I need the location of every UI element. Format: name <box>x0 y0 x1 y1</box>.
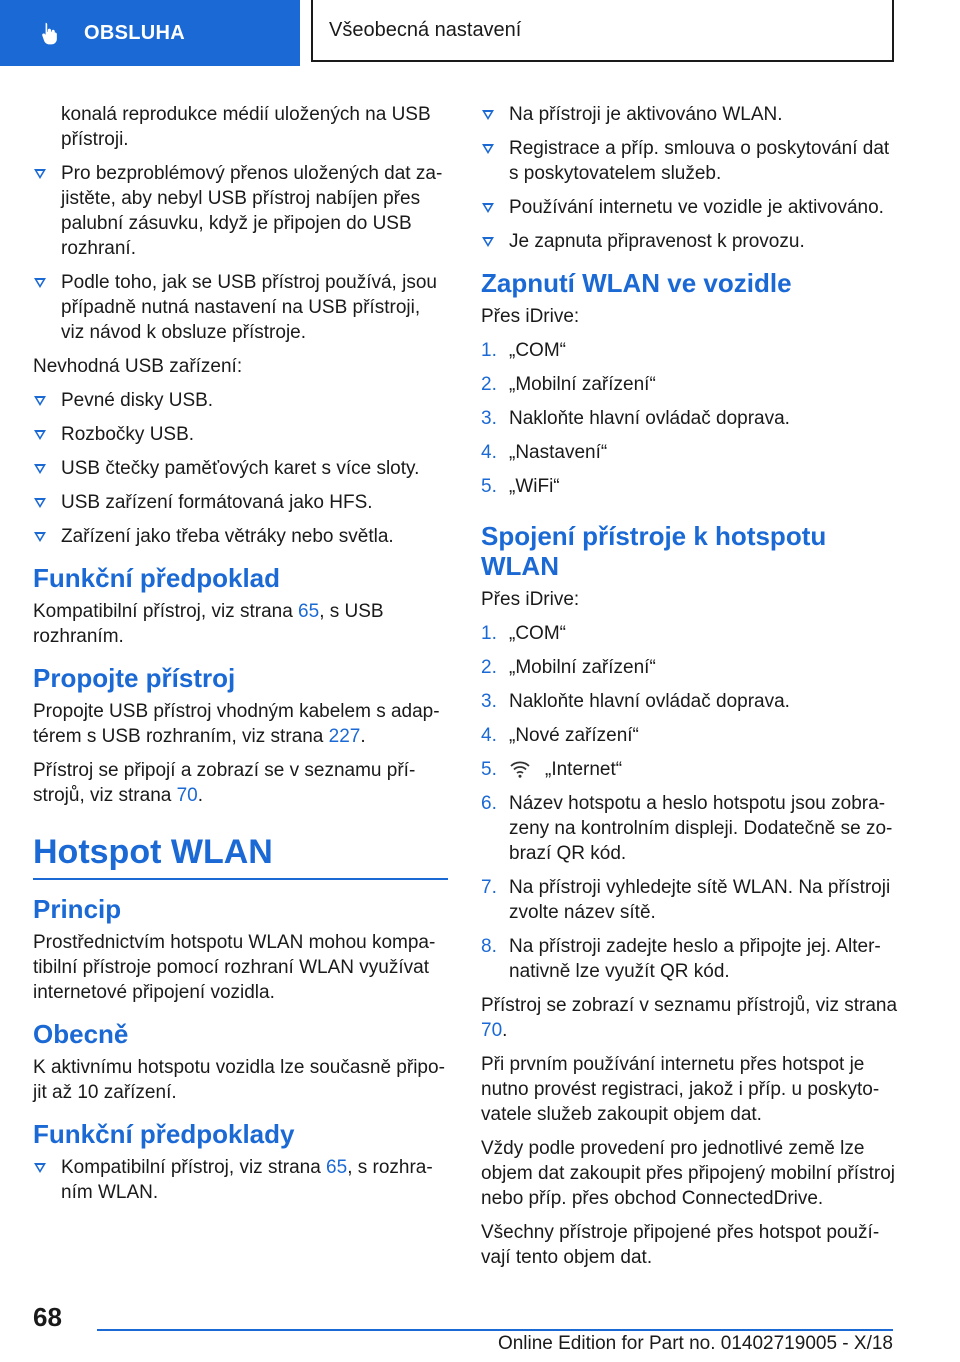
bullet-list <box>33 1155 448 1205</box>
page-link[interactable]: 65 <box>326 1157 348 1178</box>
list-item: 4. „Nastavení“ <box>481 442 608 463</box>
footer-divider <box>97 1329 893 1331</box>
list-item: Pro bezproblémový přenos uložených dat zajistěte, aby nebyl USB přístroj nabíjen přes palubní zásuvku, když je připojen do USB rozhraní. <box>33 161 448 261</box>
triangle-bullet-icon <box>34 464 46 474</box>
list-item: 8. Na přístroji zadejte heslo a připojte jej. Alternativně lze využít QR kód. <box>481 936 881 982</box>
numbered-list <box>481 338 901 499</box>
paragraph: konalá reprodukce médií uložených na USB přístroji. <box>61 104 431 150</box>
bullet-list <box>481 102 901 254</box>
list-item: Podle toho, jak se USB přístroj používá, jsou případně nutná nastavení na USB přístroji, viz návod k obsluze přístroje. <box>33 270 448 345</box>
list-item: USB čtečky paměťových karet s více sloty. <box>33 456 448 481</box>
list-item: 3. Nakloňte hlavní ovládač doprava. <box>481 408 790 429</box>
triangle-bullet-icon <box>482 203 494 213</box>
section-heading: Funkční předpoklad <box>33 563 281 593</box>
triangle-bullet-icon <box>482 144 494 154</box>
triangle-bullet-icon <box>482 110 494 120</box>
list-item: 4. „Nové zařízení“ <box>481 725 639 746</box>
section-heading: Spojení přístroje k hotspotu WLAN <box>481 521 827 581</box>
bullet-list <box>33 161 448 345</box>
page-link[interactable]: 70 <box>481 1020 503 1041</box>
paragraph: Propojte USB přístroj vhodným kabelem s adaptérem s USB rozhraním, viz strana 227. <box>33 701 440 747</box>
list-item: 2. „Mobilní zařízení“ <box>481 374 656 395</box>
triangle-bullet-icon <box>34 169 46 179</box>
list-item: Na přístroji je aktivováno WLAN. <box>481 102 901 127</box>
paragraph: Nevhodná USB zařízení: <box>33 356 243 377</box>
paragraph: Přístroj se zobrazí v seznamu přístrojů, viz strana 70. <box>481 995 898 1041</box>
list-item: USB zařízení formátovaná jako HFS. <box>33 490 448 515</box>
paragraph: Vždy podle provedení pro jednotlivé země lze objem dat zakoupit přes připojený mobilní přístroj nebo příp. přes obchod ConnectedDrive. <box>481 1138 895 1209</box>
footer-edition: Online Edition for Part no. 01402719005 - X/18 <box>497 1333 893 1354</box>
list-item: 7. Na přístroji vyhledejte sítě WLAN. Na přístroji zvolte název sítě. <box>481 877 891 923</box>
list-item: Pevné disky USB. <box>33 388 448 413</box>
triangle-bullet-icon <box>34 396 46 406</box>
paragraph: Přes iDrive: <box>481 589 580 610</box>
paragraph: Přístroj se připojí a zobrazí se v seznamu přístrojů, viz strana 70. <box>33 760 416 806</box>
list-item: 5. „Internet“ <box>481 759 623 780</box>
bullet-list <box>33 388 448 549</box>
page-link[interactable]: 70 <box>176 785 198 806</box>
list-item: 1. „COM“ <box>481 623 566 644</box>
list-item: Registrace a příp. smlouva o poskytování dat s poskytovatelem služeb. <box>481 136 901 186</box>
page-header <box>0 0 960 66</box>
paragraph: Všechny přístroje připojené přes hotspot používají tento objem dat. <box>481 1222 880 1268</box>
triangle-bullet-icon <box>34 532 46 542</box>
list-item: 2. „Mobilní zařízení“ <box>481 657 656 678</box>
paragraph: Prostřednictvím hotspotu WLAN mohou kompatibilní přístroje pomocí rozhraní WLAN využívat internetové připojení vozidla. <box>33 932 436 1003</box>
numbered-list <box>481 621 901 984</box>
page-number: 68 <box>33 1302 62 1332</box>
paragraph: K aktivnímu hotspotu vozidla lze současně připojit až 10 zařízení. <box>33 1057 445 1103</box>
triangle-bullet-icon <box>34 430 46 440</box>
paragraph: Kompatibilní přístroj, viz strana 65, s USB rozhraním. <box>33 601 384 647</box>
triangle-bullet-icon <box>34 1163 46 1173</box>
chapter-title: Všeobecná nastavení <box>311 0 894 62</box>
wifi-icon <box>509 759 531 779</box>
paragraph: Při prvním používání internetu přes hotspot je nutno provést registraci, jakož i příp. u poskytovatele služeb zakoupit objem dat. <box>481 1054 880 1125</box>
section-heading: Funkční předpoklady <box>33 1119 295 1149</box>
section-tab <box>0 0 300 66</box>
list-item: Zařízení jako třeba větráky nebo světla. <box>33 524 448 549</box>
list-item: 6. Název hotspotu a heslo hotspotu jsou zobrazeny na kontrolním displeji. Dodatečně se zobrazí QR kód. <box>481 793 893 864</box>
section-heading: Propojte přístroj <box>33 663 236 693</box>
section-heading: Zapnutí WLAN ve vozidle <box>481 268 792 298</box>
triangle-bullet-icon <box>34 498 46 508</box>
section-heading: Princip <box>33 894 122 924</box>
page-link[interactable]: 65 <box>298 601 320 622</box>
list-item: 5. „WiFi“ <box>481 476 560 497</box>
list-item: 1. „COM“ <box>481 340 566 361</box>
left-column <box>33 102 448 1214</box>
list-item: Je zapnuta připravenost k provozu. <box>481 229 901 254</box>
triangle-bullet-icon <box>34 278 46 288</box>
section-heading: Obecně <box>33 1019 129 1049</box>
list-item: Kompatibilní přístroj, viz strana 65, s rozhraním WLAN. <box>33 1155 448 1205</box>
list-item: Používání internetu ve vozidle je aktivováno. <box>481 195 901 220</box>
list-item: 3. Nakloňte hlavní ovládač doprava. <box>481 691 790 712</box>
list-item: Rozbočky USB. <box>33 422 448 447</box>
section-label: OBSLUHA <box>84 21 185 44</box>
right-column <box>481 102 901 1279</box>
hand-pointer-icon <box>38 20 64 46</box>
paragraph: Přes iDrive: <box>481 306 580 327</box>
chapter-heading: Hotspot WLAN <box>33 832 448 880</box>
page-link[interactable]: 227 <box>328 726 361 747</box>
triangle-bullet-icon <box>482 237 494 247</box>
